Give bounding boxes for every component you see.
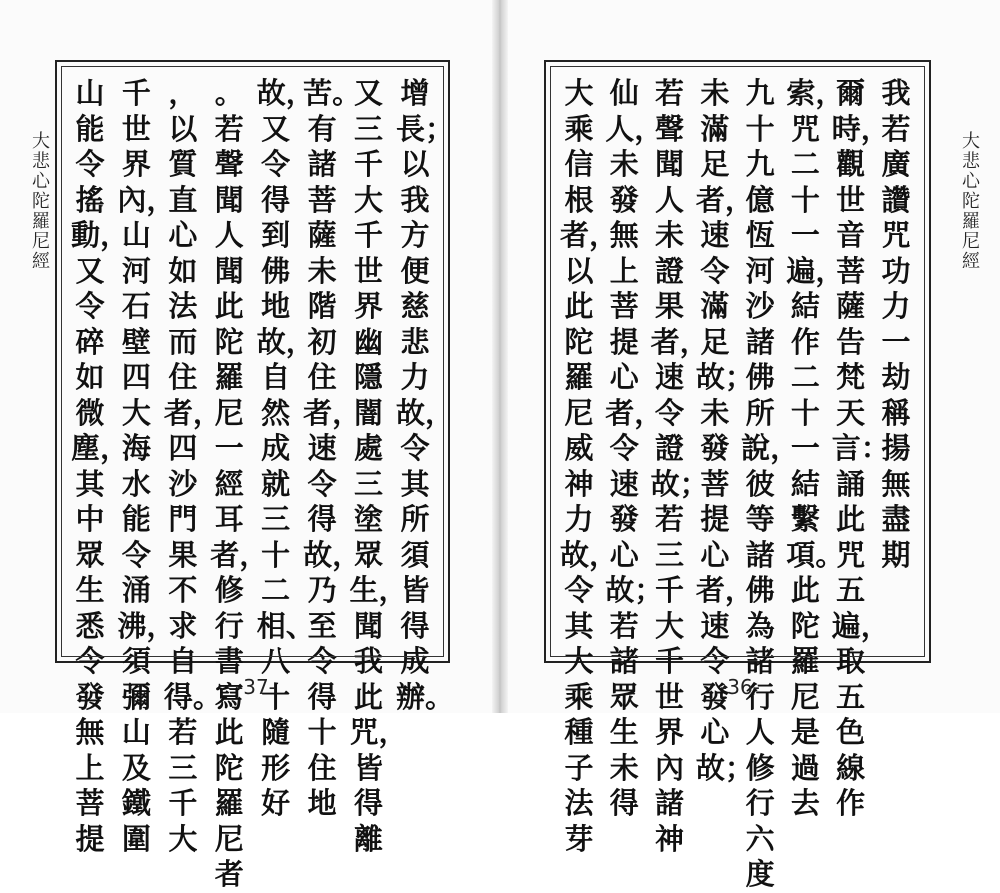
text-column: 大乘信根者，以此陀羅尼威神力故，令其大乘種子法芽: [560, 76, 619, 856]
page-number-left: -37-: [236, 675, 276, 699]
text-column: 九十九億恆河沙諸佛所說，彼等諸佛為諸行人修行六度: [741, 76, 800, 891]
text-column: 。若聲聞人聞此陀羅尼一經耳者，修行書寫此陀羅尼者: [210, 76, 269, 891]
text-column: 山能令搖動，又令碎如微塵，其中眾生悉令發無上菩提: [71, 76, 130, 856]
page-number-right: -36-: [720, 675, 760, 699]
text-column: 苦。有諸菩薩未階初住者，速令得故，乃至令得十住地: [303, 76, 362, 820]
verse-column: 我若廣讚咒功力 一劫稱揚無盡期: [881, 76, 940, 572]
running-head-right: 大悲心陀羅尼經: [962, 131, 980, 272]
running-head-left: 大悲心陀羅尼經: [32, 131, 50, 272]
text-column: ，以質直心如法而住者，四沙門果不求自得。若三千大: [163, 76, 222, 856]
text-column: 若聲聞人未證果者，速令證故；若三千大千世界內諸神: [650, 76, 709, 856]
text-column: 爾時，觀世音菩薩告梵天言：誦此咒五遍，取五色線作: [831, 76, 890, 820]
book-gutter: [492, 0, 508, 713]
text-column: 又三千大千世界幽隱闇處三塗眾生，聞我此咒，皆得離: [349, 76, 408, 856]
text-column: 千世界內，山河石壁四大海水能令涌沸，須彌山及鐵圍: [117, 76, 176, 856]
text-column: 索，咒二十一遍，結作二十一結繫項。此陀羅尼是過去: [786, 76, 845, 820]
text-column: 增長；以我方便慈悲力故，令其所須皆得成辦。: [395, 76, 454, 714]
text-column: 未滿足者，速令滿足故；未發菩提心者，速令發心故；: [695, 76, 754, 785]
text-column: 故，又令得到佛地故，自然成就三十二相、八十隨形好: [256, 76, 315, 820]
text-column: 仙人，未發無上菩提心者，令速發心故；若諸眾生未得: [605, 76, 664, 820]
